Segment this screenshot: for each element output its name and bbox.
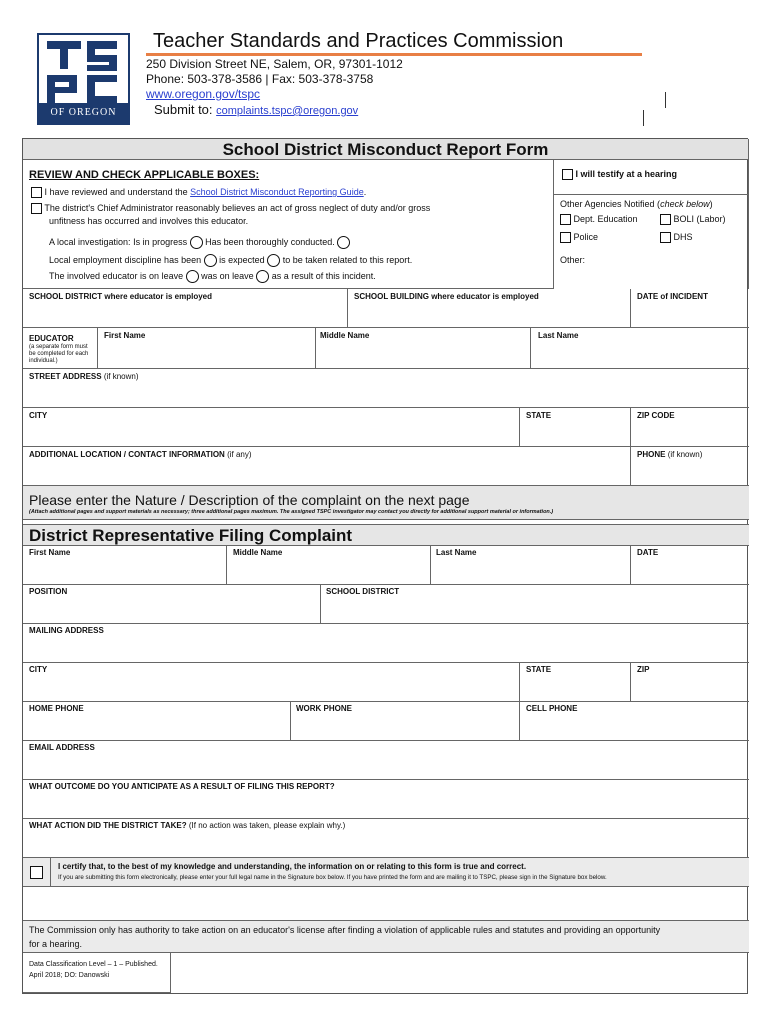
classification-line-1: Data Classification Level – 1 – Published. <box>29 961 158 968</box>
school-district-field[interactable] <box>23 289 348 328</box>
submit-email-link[interactable]: complaints.tspc@oregon.gov <box>216 105 359 117</box>
rep-position-label: POSITION <box>29 587 68 596</box>
local-investigation-row <box>49 236 350 249</box>
rep-state-label: STATE <box>526 665 552 674</box>
thoroughly-conducted-label: Has been thoroughly conducted. <box>205 236 335 247</box>
rep-zip-label: ZIP <box>637 665 650 674</box>
educator-note: (a separate form must be completed for each individual.) <box>29 344 89 364</box>
certify-statement <box>51 858 749 887</box>
form-title-bar <box>23 139 749 160</box>
additional-info-text: ADDITIONAL LOCATION / CONTACT INFORMATION <box>29 450 225 459</box>
website-link[interactable]: www.oregon.gov/tspc <box>146 87 261 101</box>
educator-label-cell <box>23 328 98 369</box>
school-district-label: SCHOOL DISTRICT where educator is employed <box>29 292 212 301</box>
phone-fax-line: Phone: 503-378-3586 | Fax: 503-378-3758 <box>146 72 374 86</box>
nature-note: (Attach additional pages and support materials as necessary; three additional pages maximum. The assigned TSPC investigator may contact you directly for additional support material or information.) <box>29 509 554 515</box>
administrator-belief-row <box>31 203 430 214</box>
additional-info-label <box>29 450 252 459</box>
discipline-label: Local employment discipline has been <box>49 254 202 265</box>
administrator-belief-text: The district's Chief Administrator reasonably believes an act of gross neglect of duty and/or gross <box>44 203 431 213</box>
rep-cell-phone-field[interactable] <box>520 702 749 741</box>
on-leave-radio[interactable] <box>186 270 199 283</box>
discipline-expected-radio[interactable] <box>267 254 280 267</box>
administrator-belief-checkbox[interactable] <box>31 203 42 214</box>
state-label: STATE <box>526 411 552 420</box>
district-action-label <box>29 821 345 830</box>
rep-last-name-field[interactable] <box>431 546 631 585</box>
agencies-heading-em: check below <box>660 199 710 209</box>
rep-mailing-field[interactable] <box>23 624 749 663</box>
educator-label: EDUCATOR <box>29 334 74 343</box>
police-checkbox[interactable] <box>560 232 571 243</box>
discipline-row <box>49 254 412 267</box>
classification-box <box>23 953 171 993</box>
classification-line-2: April 2018; DO: Danowski <box>29 972 110 979</box>
rep-first-name-label: First Name <box>29 548 71 557</box>
district-action-note: (If no action was taken, please explain why.) <box>188 821 346 830</box>
anticipated-outcome-label: WHAT OUTCOME DO YOU ANTICIPATE AS A RESULT OF FILING THIS REPORT? <box>29 782 335 791</box>
school-building-label: SCHOOL BUILDING where educator is employed <box>354 292 539 301</box>
in-progress-label: Is in progress <box>133 236 188 247</box>
phone-note: (if known) <box>667 450 703 459</box>
testify-row <box>562 169 677 180</box>
testify-label: I will testify at a hearing <box>575 169 678 179</box>
discipline-taken-radio[interactable] <box>204 254 217 267</box>
review-guide-row <box>31 187 366 198</box>
review-guide-end: . <box>363 187 367 197</box>
dept-education-label: Dept. Education <box>573 214 638 224</box>
certify-text: I certify that, to the best of my knowledge and understanding, the information on or relating to this form is true and correct. <box>58 862 527 871</box>
is-expected-label: is expected <box>219 254 265 265</box>
certify-checkbox-cell <box>23 858 51 887</box>
street-address-note: (if known) <box>103 372 139 381</box>
boli-checkbox[interactable] <box>660 214 671 225</box>
rep-date-field[interactable] <box>631 546 749 585</box>
review-guide-checkbox[interactable] <box>31 187 42 198</box>
state-field[interactable] <box>520 408 631 447</box>
rep-date-label: DATE <box>637 548 659 557</box>
rep-title: District Representative Filing Complaint <box>29 526 353 545</box>
certify-note: If you are submitting this form electronically, please enter your full legal name in the Signature box below. If you have printed the form and are mailing it to TSPC, please sign in the Signature box below. <box>58 874 607 881</box>
district-action-field[interactable] <box>23 819 749 858</box>
certify-checkbox[interactable] <box>30 866 43 879</box>
street-address-text: STREET ADDRESS <box>29 372 102 381</box>
boli-label: BOLI (Labor) <box>673 214 726 224</box>
submit-label: Submit to: <box>154 102 213 117</box>
rep-home-phone-label: HOME PHONE <box>29 704 84 713</box>
additional-info-note: (if any) <box>227 450 252 459</box>
was-on-leave-label: was on leave <box>201 270 254 281</box>
tspc-logo <box>37 33 130 125</box>
agency-police <box>560 232 598 243</box>
as-result-label: as a result of this incident. <box>271 270 376 281</box>
rep-cell-phone-label: CELL PHONE <box>526 704 578 713</box>
phone-field[interactable] <box>631 447 749 486</box>
rep-last-name-label: Last Name <box>436 548 477 557</box>
educator-middle-name-field[interactable] <box>316 328 531 369</box>
rep-city-field[interactable] <box>23 663 520 702</box>
district-action-text: WHAT ACTION DID THE DISTRICT TAKE? <box>29 821 187 830</box>
agency-dept-education <box>560 214 638 225</box>
agencies-box <box>554 195 749 289</box>
was-on-leave-radio[interactable] <box>256 270 269 283</box>
logo-caption: OF OREGON <box>39 103 128 123</box>
police-label: Police <box>573 232 599 242</box>
street-address-label <box>29 372 139 381</box>
city-field[interactable] <box>23 408 520 447</box>
educator-last-name-field[interactable] <box>531 328 749 369</box>
review-section <box>23 160 554 289</box>
zip-code-field[interactable] <box>631 408 749 447</box>
on-leave-label: The involved educator is on leave <box>49 270 184 281</box>
rep-first-name-field[interactable] <box>23 546 227 585</box>
testify-box <box>554 160 749 195</box>
rep-mailing-label: MAILING ADDRESS <box>29 626 104 635</box>
agency-boli <box>660 214 726 225</box>
rep-middle-name-label: Middle Name <box>233 548 283 557</box>
dept-education-checkbox[interactable] <box>560 214 571 225</box>
authority-text-1: The Commission only has authority to take action on an educator's license after finding a violation of applicable rules and statutes and providing an opportunity <box>29 925 661 935</box>
title-underline <box>146 53 642 56</box>
phone-label <box>637 450 702 459</box>
rep-email-label: EMAIL ADDRESS <box>29 743 95 752</box>
reporting-guide-link[interactable]: School District Misconduct Reporting Guide <box>190 187 364 197</box>
date-incident-field[interactable] <box>631 289 749 328</box>
educator-first-name-label: First Name <box>104 331 146 340</box>
signature-field[interactable] <box>23 887 749 921</box>
agency-other-label: Other: <box>560 255 586 265</box>
agencies-heading <box>560 199 713 209</box>
educator-middle-name-label: Middle Name <box>320 331 370 340</box>
city-label: CITY <box>29 411 48 420</box>
divider-mark <box>665 92 666 108</box>
administrator-belief-text-2: unfitness has occurred and involves this educator. <box>49 216 249 226</box>
taken-related-label: to be taken related to this report. <box>282 254 413 265</box>
rep-work-phone-field[interactable] <box>291 702 520 741</box>
address-line: 250 Division Street NE, Salem, OR, 97301-1012 <box>146 57 403 71</box>
rep-middle-name-field[interactable] <box>227 546 431 585</box>
divider-mark <box>643 110 644 126</box>
local-investigation-label: A local investigation: <box>49 236 131 247</box>
rep-school-district-field[interactable] <box>321 585 749 624</box>
authority-band <box>23 921 749 953</box>
form-title: School District Misconduct Report Form <box>222 140 549 159</box>
dhs-checkbox[interactable] <box>660 232 671 243</box>
rep-position-field[interactable] <box>23 585 321 624</box>
rep-zip-field[interactable] <box>631 663 749 702</box>
school-building-field[interactable] <box>348 289 631 328</box>
agencies-heading-post: ) <box>709 199 713 209</box>
authority-text-2: for a hearing. <box>29 939 83 949</box>
rep-state-field[interactable] <box>520 663 631 702</box>
date-incident-label: DATE of INCIDENT <box>637 292 708 301</box>
additional-info-field[interactable] <box>23 447 631 486</box>
in-progress-radio[interactable] <box>190 236 203 249</box>
review-heading: REVIEW AND CHECK APPLICABLE BOXES: <box>29 169 260 181</box>
rep-email-field[interactable] <box>23 741 749 780</box>
misconduct-report-form <box>22 138 748 994</box>
agencies-heading-pre: Other Agencies Notified ( <box>560 199 661 209</box>
anticipated-outcome-field[interactable] <box>23 780 749 819</box>
nature-band <box>23 486 749 520</box>
rep-home-phone-field[interactable] <box>23 702 291 741</box>
educator-first-name-field[interactable] <box>98 328 316 369</box>
rep-title-band <box>23 524 749 546</box>
educator-last-name-label: Last Name <box>538 331 579 340</box>
phone-text: PHONE <box>637 450 666 459</box>
testify-checkbox[interactable] <box>562 169 573 180</box>
leave-row <box>49 270 376 283</box>
commission-title: Teacher Standards and Practices Commission <box>153 30 564 52</box>
nature-title: Please enter the Nature / Description of the complaint on the next page <box>29 492 470 508</box>
thoroughly-conducted-radio[interactable] <box>337 236 350 249</box>
agency-dhs <box>660 232 693 243</box>
rep-school-district-label: SCHOOL DISTRICT <box>326 587 400 596</box>
zip-code-label: ZIP CODE <box>637 411 675 420</box>
rep-city-label: CITY <box>29 665 48 674</box>
dhs-label: DHS <box>673 232 693 242</box>
submit-line <box>154 102 358 117</box>
rep-work-phone-label: WORK PHONE <box>296 704 352 713</box>
street-address-field[interactable] <box>23 369 749 408</box>
review-guide-text: I have reviewed and understand the <box>44 187 191 197</box>
